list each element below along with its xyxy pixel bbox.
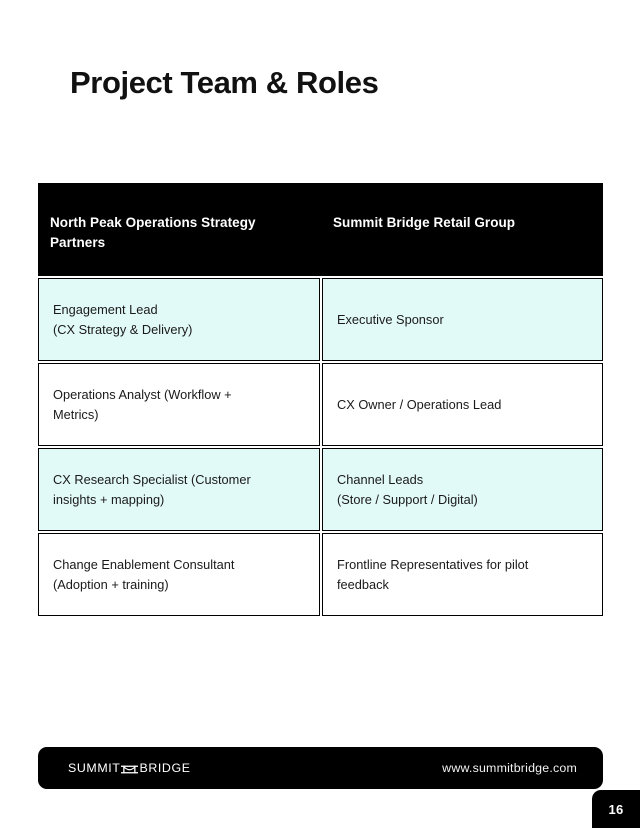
cell-line2: (CX Strategy & Delivery)	[53, 321, 193, 337]
cell-line2: (Adoption + training)	[53, 576, 169, 592]
cell-line1: Change Enablement Consultant	[53, 557, 235, 573]
header-client-line1: Summit Bridge	[333, 215, 430, 230]
bridge-icon	[121, 764, 138, 775]
table-row	[38, 363, 603, 446]
cell-line1: Channel Leads	[337, 472, 424, 488]
table-cell-client-role	[322, 363, 603, 446]
cell-line1: Executive Sponsor	[337, 311, 444, 327]
cell-line2: feedback	[337, 576, 389, 592]
table-cell-partner-role	[38, 448, 320, 531]
table-header-cell-partner	[38, 183, 321, 276]
table-cell-client-role	[322, 448, 603, 531]
brand-logo	[68, 761, 191, 775]
table-cell-partner-role	[38, 363, 320, 446]
cell-line1: CX Owner / Operations Lead	[337, 396, 502, 412]
table-header-row	[38, 183, 603, 276]
table-row	[38, 278, 603, 361]
cell-line1: Operations Analyst (Workflow +	[53, 387, 232, 403]
header-client-line2: Retail Group	[433, 215, 516, 230]
brand-name-first: SUMMIT	[68, 761, 121, 775]
cell-line1: Frontline Representatives for pilot	[337, 557, 529, 573]
table-cell-partner-role	[38, 278, 320, 361]
cell-line2: insights + mapping)	[53, 491, 165, 507]
page-title: Project Team & Roles	[70, 65, 379, 100]
table-cell-client-role	[322, 278, 603, 361]
cell-line2: Metrics)	[53, 406, 99, 422]
table-cell-partner-role	[38, 533, 320, 616]
header-partner-line1: North Peak Operations	[50, 215, 198, 230]
table-cell-client-role	[322, 533, 603, 616]
brand-name-second: BRIDGE	[139, 761, 191, 775]
table-row	[38, 448, 603, 531]
cell-line1: CX Research Specialist (Customer	[53, 472, 251, 488]
table-header-cell-client	[321, 183, 603, 276]
footer-website-url: www.summitbridge.com	[442, 761, 577, 775]
header-partner-line2: Strategy Partners	[50, 215, 256, 250]
team-roles-table	[38, 183, 603, 616]
page-number-badge: 16	[592, 790, 640, 828]
cell-line1: Engagement Lead	[53, 302, 158, 318]
footer-bar	[38, 747, 603, 789]
cell-line2: (Store / Support / Digital)	[337, 491, 478, 507]
table-row	[38, 533, 603, 616]
